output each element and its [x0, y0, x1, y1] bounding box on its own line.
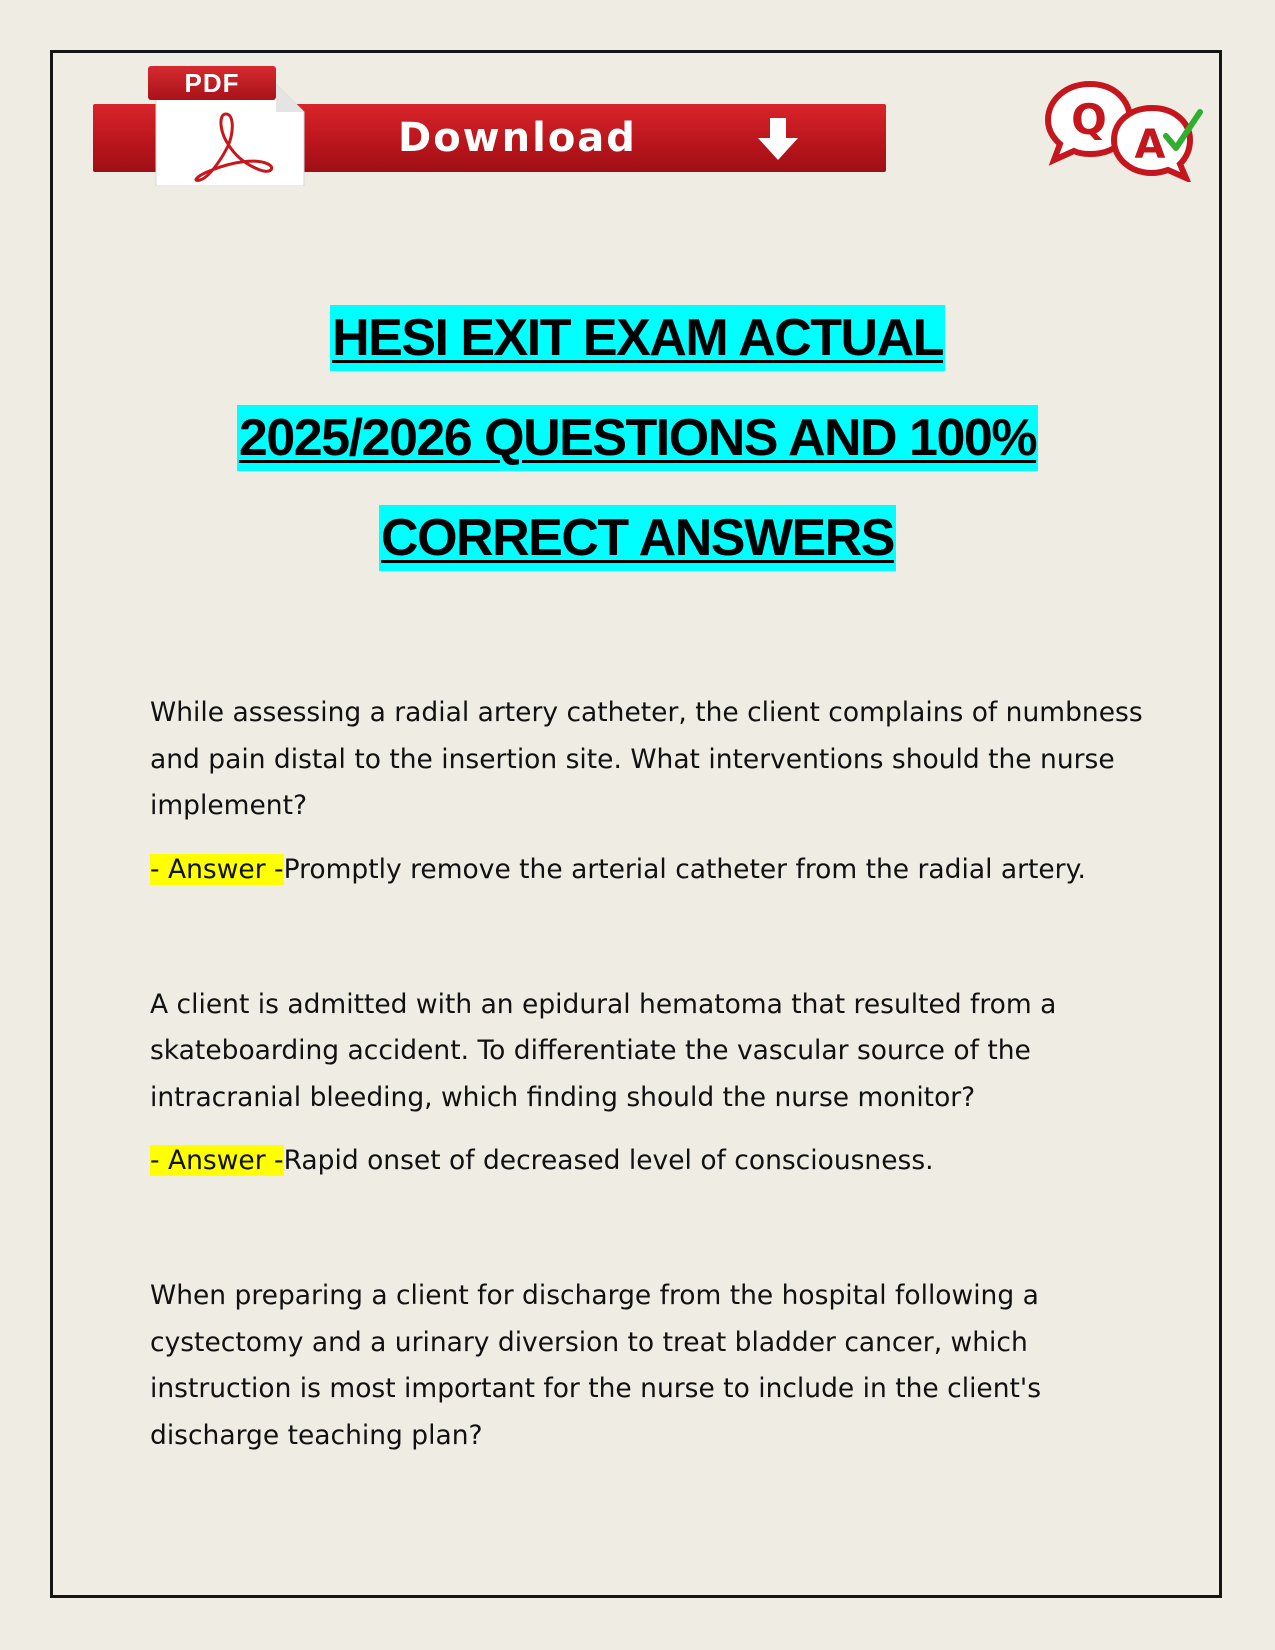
- question-text: When preparing a client for discharge from the hospital following a cystectomy and a urinary diversion to treat bladder cancer, which instruction is most important for the nurse to include in the client's discharge teaching plan?: [150, 1280, 1042, 1451]
- qa-item: [150, 982, 1150, 1184]
- logo-a-letter: A: [1134, 122, 1166, 168]
- title-line-3: CORRECT ANSWERS: [379, 505, 896, 571]
- answer-line: [150, 848, 1150, 892]
- qa-check-logo: [1040, 78, 1210, 182]
- pdf-document-icon: [148, 66, 306, 186]
- logo-q-letter: Q: [1071, 95, 1107, 144]
- question-text: A client is admitted with an epidural hematoma that resulted from a skateboarding accident. To differentiate the vascular source of the intracranial bleeding, which finding should the nurse monitor?: [150, 988, 1057, 1113]
- answer-label: - Answer -: [150, 1145, 284, 1176]
- qa-list: [150, 690, 1150, 1549]
- answer-text: Promptly remove the arterial catheter from the radial artery.: [283, 853, 1086, 885]
- download-label[interactable]: Download: [398, 115, 637, 161]
- title-line-2: 2025/2026 QUESTIONS AND 100%: [237, 405, 1038, 471]
- qa-item: [150, 1273, 1150, 1459]
- title-line-1: HESI EXIT EXAM ACTUAL: [330, 305, 945, 371]
- answer-text: Rapid onset of decreased level of consciousness.: [283, 1145, 934, 1176]
- answer-label: - Answer -: [150, 853, 284, 885]
- question-text: While assessing a radial artery catheter, the client complains of numbness and pain distal to the insertion site. What interventions should the nurse implement?: [150, 697, 1143, 821]
- answer-line: [150, 1139, 1150, 1183]
- document-title: [0, 305, 1275, 605]
- qa-item: [150, 690, 1150, 892]
- pdf-label: PDF: [148, 66, 276, 100]
- pdf-download-banner[interactable]: [93, 62, 886, 184]
- download-arrow-icon[interactable]: [755, 116, 801, 162]
